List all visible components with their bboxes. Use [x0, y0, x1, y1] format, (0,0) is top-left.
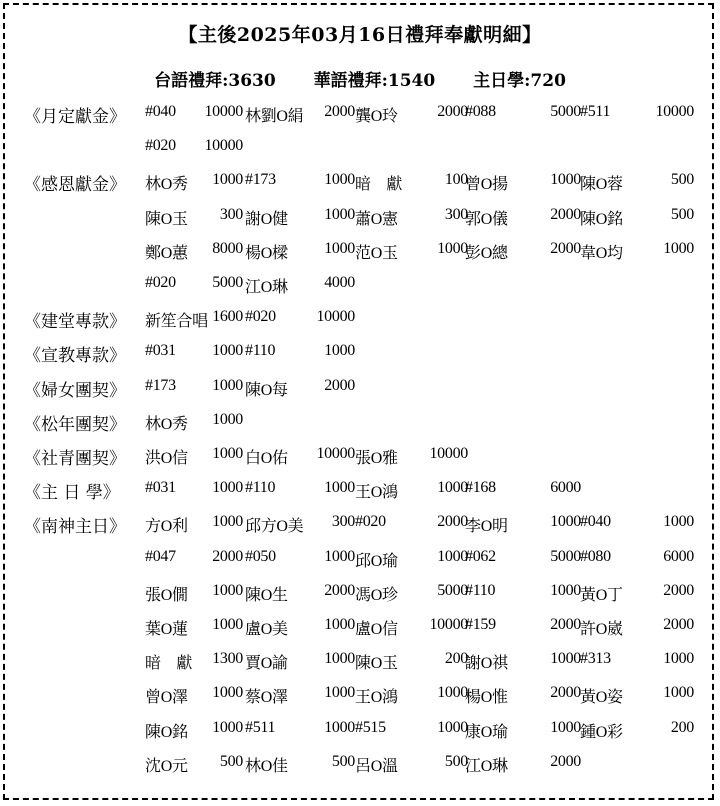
donation-amount: 1000 [212, 718, 243, 736]
donation-amount: 300 [331, 513, 355, 531]
donor-name: 林劉O絹 [245, 108, 304, 125]
donation-amount: 1000 [437, 479, 468, 497]
donor-name: #159 [465, 615, 496, 633]
donation-amount: 10000 [204, 137, 243, 155]
donor-name: #511 [580, 103, 611, 120]
donor-name: 蔡O澤 [245, 689, 288, 707]
donor-name: 新笙合唱 [145, 313, 208, 331]
donor-name: 彭O總 [465, 244, 508, 262]
donation-amount: 200 [670, 718, 694, 736]
donation-amount: 1000 [437, 547, 468, 565]
donation-amount: 1600 [212, 308, 243, 326]
donation-amount: 100 [444, 171, 468, 189]
donation-amount: 1000 [212, 684, 243, 702]
donation-amount: 1000 [212, 171, 243, 189]
donation-amount: 300 [444, 205, 468, 223]
donation-amount: 200 [444, 650, 468, 668]
donation-amount: 1000 [663, 650, 694, 668]
donor-name: 林O佳 [245, 757, 288, 775]
donor-name: #173 [245, 171, 276, 189]
donation-amount: 2000 [550, 752, 581, 770]
donation-amount: 10000 [316, 445, 355, 462]
donation-amount: 1000 [437, 684, 468, 702]
donor-name: 江O琳 [465, 757, 508, 775]
donation-amount: 5000 [437, 581, 468, 599]
section-label: 《社青團契》 [24, 449, 126, 469]
donation-amount: 500 [331, 752, 355, 770]
taiwanese-service-attendance [154, 71, 276, 91]
donation-amount: 1000 [550, 718, 581, 736]
donation-amount: 1000 [550, 513, 581, 531]
donor-name: 黃O姿 [580, 689, 623, 707]
donor-name: 許O崴 [580, 620, 623, 638]
donation-amount: 4000 [324, 273, 355, 291]
donor-name: 謝O祺 [465, 655, 508, 673]
donation-amount: 10000 [204, 103, 243, 120]
taiwanese-service-count: 3630 [228, 71, 276, 91]
donation-amount: 1000 [212, 376, 243, 394]
donation-amount: 2000 [324, 376, 355, 394]
attendance-summary [0, 66, 720, 91]
donor-name: 曾O揚 [465, 176, 508, 194]
donor-name: 白O佑 [245, 450, 288, 467]
donor-name: 暗 獻 [355, 176, 403, 194]
mandarin-service-label: 華語禮拜: [313, 71, 388, 91]
donor-name: 楊O惟 [465, 689, 508, 707]
donor-name: 陳O每 [245, 381, 288, 399]
donor-name: #110 [465, 581, 496, 599]
donor-name: 鄭O蕙 [145, 244, 188, 262]
donor-name: #031 [145, 342, 176, 360]
donation-amount: 8000 [212, 239, 243, 257]
donor-name: 林O秀 [145, 176, 188, 194]
donation-amount: 2000 [212, 547, 243, 565]
donor-name: 韋O均 [580, 244, 623, 262]
donor-name: 謝O健 [245, 210, 288, 228]
section-label: 《主 日 學》 [24, 483, 120, 504]
donation-amount: 10000 [316, 308, 355, 326]
donor-name: 邱O瑜 [355, 552, 398, 570]
donation-amount: 300 [219, 205, 243, 223]
donation-amount: 2000 [437, 103, 468, 120]
donation-amount: 1000 [550, 581, 581, 599]
donation-amount: 1000 [324, 684, 355, 702]
donation-amount: 5000 [550, 547, 581, 565]
donor-name: 范O玉 [355, 244, 398, 262]
section-label: 《建堂專款》 [24, 312, 126, 333]
donor-name: 楊O樑 [245, 244, 288, 262]
donation-amount: 2000 [324, 581, 355, 599]
donor-name: 陳O銘 [145, 723, 188, 741]
donor-name: 王O鴻 [355, 484, 398, 502]
donor-name: 王O鴻 [355, 689, 398, 707]
section-label: 《感恩獻金》 [24, 175, 126, 196]
donor-name: 蕭O憲 [355, 210, 398, 228]
donation-amount: 1000 [212, 342, 243, 360]
donation-amount: 1000 [324, 615, 355, 633]
donor-name: #020 [355, 513, 386, 531]
section-label: 《月定獻金》 [24, 107, 126, 127]
donor-name: 曾O澤 [145, 689, 188, 707]
donation-amount: 5000 [550, 103, 581, 120]
donation-amount: 1000 [324, 205, 355, 223]
donor-name: 江O琳 [245, 278, 288, 296]
donation-amount: 2000 [324, 103, 355, 120]
donor-name: #511 [245, 718, 276, 736]
donation-amount: 1000 [212, 410, 243, 428]
donation-amount: 2000 [663, 581, 694, 599]
donor-name: #173 [145, 376, 176, 394]
donor-name: 陳O生 [245, 586, 288, 604]
donor-name: #313 [580, 650, 611, 668]
donation-amount: 10000 [429, 615, 468, 633]
donor-name: #040 [580, 513, 611, 531]
donor-name: #020 [245, 308, 276, 326]
donor-name: 康O瑜 [465, 723, 508, 741]
donor-name: 林O秀 [145, 415, 188, 433]
donor-name: 馮O珍 [355, 586, 398, 604]
section-label: 《南神主日》 [24, 517, 126, 538]
donor-name: 陳O玉 [355, 655, 398, 673]
donation-amount: 6000 [550, 479, 581, 497]
donor-name: 陳O銘 [580, 210, 623, 228]
donation-amount: 1000 [437, 239, 468, 257]
donor-name: #040 [145, 103, 176, 120]
donor-name: 黃O丁 [580, 586, 623, 604]
donor-name: 張O雅 [355, 450, 398, 467]
donation-amount: 1000 [663, 684, 694, 702]
donor-name: #080 [580, 547, 611, 565]
donation-amount: 1000 [437, 718, 468, 736]
donation-amount: 2000 [550, 615, 581, 633]
donation-amount: 1000 [550, 650, 581, 668]
donation-amount: 500 [670, 205, 694, 223]
donor-name: 呂O溫 [355, 757, 398, 775]
donation-amount: 1000 [212, 513, 243, 531]
donation-amount: 1000 [212, 615, 243, 633]
donor-name: 龔O玲 [355, 108, 398, 125]
donation-amount: 1000 [663, 239, 694, 257]
donor-name: 洪O信 [145, 450, 188, 467]
donation-amount: 2000 [437, 513, 468, 531]
donor-name: #020 [145, 273, 176, 291]
donation-amount: 1000 [324, 479, 355, 497]
donation-amount: 1000 [324, 718, 355, 736]
mandarin-service-count: 1540 [387, 71, 436, 91]
donor-name: #047 [145, 547, 176, 565]
donor-name: 盧O美 [245, 620, 288, 638]
donor-name: 郭O儀 [465, 210, 508, 228]
sunday-school-count: 720 [530, 71, 566, 91]
taiwanese-service-label: 台語禮拜: [154, 71, 229, 91]
donation-amount: 1000 [212, 479, 243, 497]
donor-name: 陳O蓉 [580, 176, 623, 194]
section-label: 《松年團契》 [24, 414, 126, 435]
donation-amount: 1000 [663, 513, 694, 531]
donation-amount: 2000 [550, 684, 581, 702]
donation-amount: 2000 [550, 205, 581, 223]
donation-amount: 1000 [324, 547, 355, 565]
donor-name: 陳O玉 [145, 210, 188, 228]
donor-name: #020 [145, 137, 176, 155]
donor-name: #110 [245, 479, 276, 497]
donor-name: 沈O元 [145, 757, 188, 775]
donor-name: 李O明 [465, 518, 508, 536]
donation-amount: 10000 [429, 445, 468, 462]
donation-amount: 1300 [212, 650, 243, 668]
donation-amount: 2000 [550, 239, 581, 257]
sunday-school-label: 主日學: [473, 71, 531, 91]
donor-name: #050 [245, 547, 276, 565]
donor-name: 賈O諭 [245, 655, 288, 673]
donation-amount: 1000 [212, 581, 243, 599]
donation-amount: 1000 [324, 650, 355, 668]
donation-amount: 500 [444, 752, 468, 770]
donor-name: 方O利 [145, 518, 188, 536]
donor-name: #062 [465, 547, 496, 565]
donor-name: #168 [465, 479, 496, 497]
donor-name: #110 [245, 342, 276, 360]
donation-amount: 1000 [550, 171, 581, 189]
donor-name: 盧O信 [355, 620, 398, 638]
section-label: 《婦女團契》 [24, 380, 126, 401]
donation-amount: 500 [670, 171, 694, 189]
donation-amount: 500 [219, 752, 243, 770]
donor-name: #031 [145, 479, 176, 497]
page-title: 【主後2025年03月16日禮拜奉獻明細】 [178, 24, 542, 46]
donor-name: 暗 獻 [145, 655, 193, 673]
mandarin-service-attendance [314, 71, 436, 91]
donor-name: 葉O蓮 [145, 620, 188, 638]
donor-name: #088 [465, 103, 496, 120]
donor-name: #515 [355, 718, 386, 736]
donation-amount: 1000 [324, 239, 355, 257]
donor-name: 張O僩 [145, 586, 188, 604]
sunday-school-attendance [473, 71, 566, 91]
donation-amount: 1000 [212, 445, 243, 462]
donation-amount: 5000 [212, 273, 243, 291]
donation-amount: 10000 [655, 103, 694, 120]
donation-amount: 6000 [663, 547, 694, 565]
donation-amount: 1000 [324, 342, 355, 360]
donor-name: 鍾O彩 [580, 723, 623, 741]
donation-amount: 2000 [663, 615, 694, 633]
section-label: 《宣教專款》 [24, 346, 126, 367]
donation-amount: 1000 [324, 171, 355, 189]
donor-name: 邱方O美 [245, 518, 304, 536]
